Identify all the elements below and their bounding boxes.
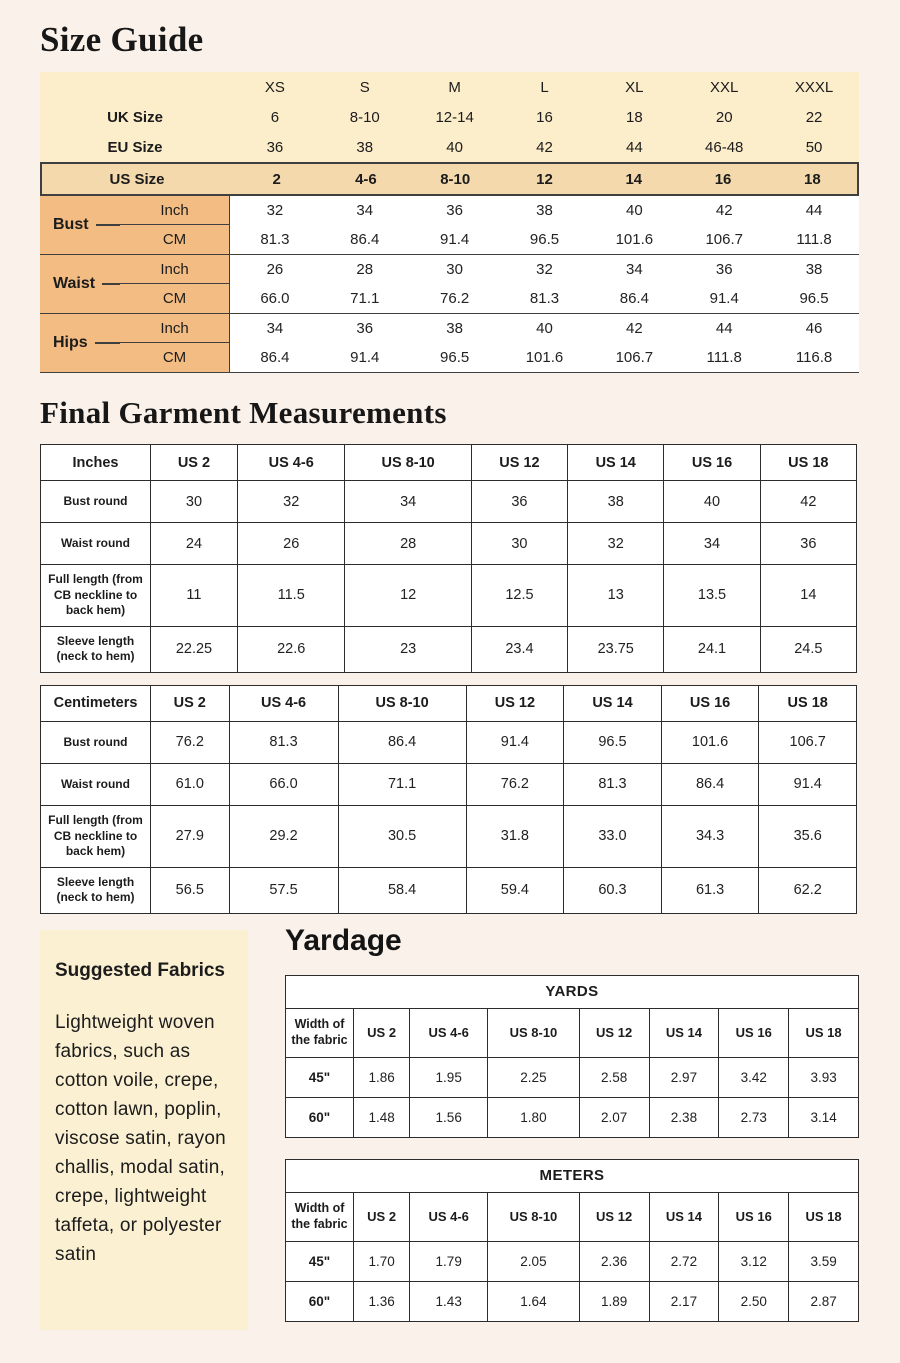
size-system-label: EU Size — [107, 138, 163, 156]
garment-header-row — [41, 685, 857, 721]
inch-value: 34 — [589, 255, 679, 284]
group-label-line — [102, 283, 120, 285]
size-value: 8-10 — [349, 108, 380, 126]
measurement-value: 81.3 — [229, 721, 338, 763]
yardage-value: 2.05 — [488, 1241, 580, 1281]
size-column-header: US 12 — [579, 1008, 649, 1057]
us-size-value: 16 — [714, 170, 732, 188]
garment-measurement-tables — [40, 444, 859, 914]
measurement-value: 56.5 — [151, 867, 230, 913]
size-value: 42 — [536, 138, 553, 156]
cm-value: 96.5 — [500, 225, 590, 254]
measurement-value: 96.5 — [564, 721, 662, 763]
measurement-value: 81.3 — [564, 763, 662, 805]
measurement-label: Sleeve length (neck to hem) — [41, 867, 151, 913]
inch-value: 26 — [230, 255, 320, 284]
measurement-value: 12 — [345, 565, 471, 627]
measurement-label: Waist round — [41, 763, 151, 805]
measurement-value: 34.3 — [661, 805, 759, 867]
size-value: 20 — [715, 108, 733, 126]
measurement-value: 36 — [760, 523, 856, 565]
cm-value: 81.3 — [500, 284, 590, 313]
measurement-value: 101.6 — [661, 721, 759, 763]
yardage-value: 2.97 — [649, 1057, 719, 1097]
measurement-value: 12.5 — [471, 565, 567, 627]
yardage-value: 2.58 — [579, 1057, 649, 1097]
measurement-value: 30 — [471, 523, 567, 565]
size-column-header: US 12 — [471, 445, 567, 481]
group-label-line — [95, 342, 120, 344]
cm-value: 116.8 — [769, 343, 859, 372]
inch-value: 38 — [769, 255, 859, 284]
measurement-label: Bust round — [41, 721, 151, 763]
yardage-value: 3.42 — [719, 1057, 789, 1097]
garment-row — [41, 565, 857, 627]
yardage-unit-header: YARDS — [286, 975, 859, 1008]
size-value: 50 — [805, 138, 823, 156]
garment-measurements-title: Final Garment Measurements — [40, 395, 447, 430]
cm-value: 91.4 — [320, 343, 410, 372]
yardage-header-row — [286, 1192, 859, 1241]
size-column-header: US 2 — [354, 1192, 410, 1241]
yardage-header-row — [286, 1008, 859, 1057]
size-column-header: US 16 — [719, 1008, 789, 1057]
measurement-value: 30.5 — [338, 805, 466, 867]
size-value: 46-48 — [705, 138, 744, 156]
yardage-unit-row — [286, 975, 859, 1008]
measurement-value: 60.3 — [564, 867, 662, 913]
measurement-value: 13 — [568, 565, 664, 627]
yardage-title: Yardage — [285, 923, 402, 957]
fabric-width-header: Width of the fabric — [286, 1192, 354, 1241]
measurement-value: 24.1 — [664, 626, 760, 672]
size-column-header: US 14 — [568, 445, 664, 481]
size-column-header: US 16 — [719, 1192, 789, 1241]
size-system-label: UK Size — [107, 108, 163, 126]
measurement-label: Full length (from CB neckline to back hem) — [41, 805, 151, 867]
group-label — [40, 314, 120, 372]
measurement-value: 11 — [151, 565, 238, 627]
fabric-width-label: 60" — [286, 1097, 354, 1137]
yardage-value: 3.93 — [789, 1057, 859, 1097]
inch-value: 36 — [679, 255, 769, 284]
size-letter-header: XL — [625, 78, 644, 96]
measurement-label: Full length (from CB neckline to back hem) — [41, 565, 151, 627]
size-guide-title: Size Guide — [40, 20, 204, 59]
size-column-header: US 8-10 — [345, 445, 471, 481]
us-size-value: 12 — [536, 170, 553, 188]
measurement-value: 22.25 — [151, 626, 238, 672]
garment-table-centimeters — [40, 685, 857, 914]
measurement-value: 28 — [345, 523, 471, 565]
size-column-header: US 4-6 — [410, 1192, 488, 1241]
garment-row — [41, 763, 857, 805]
measurement-value: 61.3 — [661, 867, 759, 913]
size-value: 12-14 — [435, 108, 474, 126]
inch-value: 34 — [320, 196, 410, 225]
yardage-value: 3.59 — [789, 1241, 859, 1281]
yardage-tables — [285, 975, 859, 1322]
measurement-value: 22.6 — [237, 626, 345, 672]
cm-value: 66.0 — [230, 284, 320, 313]
size-guide-header-rows — [40, 72, 859, 162]
us-size-value: 14 — [625, 170, 643, 188]
size-value: 6 — [270, 108, 280, 126]
suggested-fabrics-box — [40, 930, 248, 1330]
measurement-value: 38 — [568, 481, 664, 523]
size-column-header: US 18 — [789, 1008, 859, 1057]
yardage-table-yards — [285, 975, 859, 1138]
yardage-value: 2.36 — [579, 1241, 649, 1281]
measurement-value: 24 — [151, 523, 238, 565]
yardage-value: 1.95 — [410, 1057, 488, 1097]
cm-value: 76.2 — [410, 284, 500, 313]
inch-value: 38 — [410, 314, 500, 343]
yardage-unit-header: METERS — [286, 1159, 859, 1192]
measurement-value: 59.4 — [466, 867, 564, 913]
inch-value: 28 — [320, 255, 410, 284]
yardage-section — [285, 923, 859, 1343]
measurement-value: 36 — [471, 481, 567, 523]
yardage-value: 1.43 — [410, 1281, 488, 1321]
us-size-value: 18 — [804, 170, 821, 188]
inch-value: 40 — [500, 314, 590, 343]
yardage-row — [286, 1281, 859, 1321]
unit-label-cm: CM — [120, 284, 230, 313]
yardage-unit-row — [286, 1159, 859, 1192]
size-value: 36 — [266, 138, 284, 156]
cm-value: 111.8 — [679, 343, 769, 372]
size-column-header: US 8-10 — [338, 685, 466, 721]
measurement-value: 106.7 — [759, 721, 857, 763]
inch-value: 34 — [230, 314, 320, 343]
group-label — [40, 255, 120, 313]
inch-value: 32 — [230, 196, 320, 225]
garment-row — [41, 481, 857, 523]
inch-value: 42 — [679, 196, 769, 225]
garment-row — [41, 721, 857, 763]
measurement-value: 71.1 — [338, 763, 466, 805]
measurement-value: 76.2 — [151, 721, 230, 763]
measurement-value: 24.5 — [760, 626, 856, 672]
measurement-value: 13.5 — [664, 565, 760, 627]
size-letter-header: XS — [264, 78, 285, 96]
yardage-value: 2.73 — [719, 1097, 789, 1137]
measurement-value: 30 — [151, 481, 238, 523]
measurement-value: 33.0 — [564, 805, 662, 867]
size-column-header: US 4-6 — [410, 1008, 488, 1057]
yardage-value: 2.38 — [649, 1097, 719, 1137]
measurement-value: 27.9 — [151, 805, 230, 867]
size-column-header: US 2 — [151, 685, 230, 721]
measurement-value: 23.4 — [471, 626, 567, 672]
yardage-table-meters — [285, 1159, 859, 1322]
size-column-header: US 14 — [649, 1008, 719, 1057]
size-column-header: US 18 — [759, 685, 857, 721]
yardage-value: 1.64 — [488, 1281, 580, 1321]
cm-value: 106.7 — [589, 343, 679, 372]
measurement-value: 23 — [345, 626, 471, 672]
group-label-text: Hips — [53, 334, 88, 351]
cm-value: 86.4 — [230, 343, 320, 372]
measurement-label: Bust round — [41, 481, 151, 523]
cm-value: 91.4 — [410, 225, 500, 254]
measurement-value: 34 — [345, 481, 471, 523]
inch-value: 38 — [500, 196, 590, 225]
inch-value: 42 — [589, 314, 679, 343]
size-column-header: US 18 — [760, 445, 856, 481]
garment-row — [41, 867, 857, 913]
size-column-header: US 8-10 — [488, 1008, 580, 1057]
garment-row — [41, 523, 857, 565]
measurement-label: Waist round — [41, 523, 151, 565]
yardage-value: 1.89 — [579, 1281, 649, 1321]
size-column-header: US 18 — [789, 1192, 859, 1241]
size-column-header: US 14 — [564, 685, 662, 721]
measurement-value: 32 — [568, 523, 664, 565]
yardage-value: 2.17 — [649, 1281, 719, 1321]
fabric-width-label: 60" — [286, 1281, 354, 1321]
inch-value: 36 — [320, 314, 410, 343]
cm-value: 81.3 — [230, 225, 320, 254]
us-size-value: 4-6 — [355, 170, 377, 188]
yardage-value: 2.07 — [579, 1097, 649, 1137]
us-size-value: 2 — [272, 170, 281, 188]
measurement-value: 32 — [237, 481, 345, 523]
measurement-value: 11.5 — [237, 565, 345, 627]
us-size-value: 8-10 — [440, 170, 471, 188]
size-letter-header: L — [540, 78, 549, 96]
garment-header-row — [41, 445, 857, 481]
yardage-value: 3.14 — [789, 1097, 859, 1137]
size-letter-header: M — [448, 78, 461, 96]
yardage-row — [286, 1241, 859, 1281]
size-column-header: US 12 — [579, 1192, 649, 1241]
cm-value: 86.4 — [589, 284, 679, 313]
group-label — [40, 196, 120, 254]
fabric-width-label: 45" — [286, 1057, 354, 1097]
yardage-value: 3.12 — [719, 1241, 789, 1281]
suggested-fabrics-text: Lightweight woven fabrics, such as cotton voile, crepe, cotton lawn, poplin, viscose satin, rayon challis, modal satin, crepe, lightweight taffeta, or polyester satin — [55, 1011, 226, 1265]
measurement-value: 58.4 — [338, 867, 466, 913]
garment-row — [41, 626, 857, 672]
measurement-value: 26 — [237, 523, 345, 565]
measurement-value: 42 — [760, 481, 856, 523]
bottom-section — [40, 923, 859, 1343]
measurement-value: 14 — [760, 565, 856, 627]
yardage-value: 2.25 — [488, 1057, 580, 1097]
yardage-value: 2.87 — [789, 1281, 859, 1321]
measurement-value: 62.2 — [759, 867, 857, 913]
yardage-row — [286, 1057, 859, 1097]
measurement-value: 66.0 — [229, 763, 338, 805]
measurement-value: 61.0 — [151, 763, 230, 805]
size-value: 40 — [446, 138, 463, 156]
us-size-row — [40, 162, 859, 196]
size-value: 18 — [626, 108, 643, 126]
measurement-value: 91.4 — [759, 763, 857, 805]
yardage-value: 2.50 — [719, 1281, 789, 1321]
yardage-value: 1.48 — [354, 1097, 410, 1137]
size-column-header: US 14 — [649, 1192, 719, 1241]
yardage-value: 1.70 — [354, 1241, 410, 1281]
size-value: 16 — [536, 108, 553, 126]
suggested-fabrics-title: Suggested Fabrics — [55, 959, 225, 981]
measurement-value: 23.75 — [568, 626, 664, 672]
measurement-value: 91.4 — [466, 721, 564, 763]
cm-value: 101.6 — [500, 343, 590, 372]
measurement-group-bust — [40, 196, 859, 254]
inch-value: 32 — [500, 255, 590, 284]
size-value: 38 — [356, 138, 374, 156]
inch-value: 44 — [769, 196, 859, 225]
measurement-value: 86.4 — [661, 763, 759, 805]
garment-row — [41, 805, 857, 867]
unit-header: Inches — [41, 445, 151, 481]
size-conversion-table — [40, 72, 859, 373]
cm-value: 96.5 — [769, 284, 859, 313]
size-column-header: US 8-10 — [488, 1192, 580, 1241]
size-value: 44 — [626, 138, 643, 156]
cm-value: 111.8 — [769, 225, 859, 254]
inch-value: 36 — [410, 196, 500, 225]
inch-value: 44 — [679, 314, 769, 343]
size-column-header: US 4-6 — [229, 685, 338, 721]
yardage-value: 1.79 — [410, 1241, 488, 1281]
measurement-group-hips — [40, 313, 859, 373]
unit-label-inch: Inch — [120, 314, 230, 343]
unit-label-inch: Inch — [120, 196, 230, 225]
garment-table-inches — [40, 444, 857, 673]
cm-value: 96.5 — [410, 343, 500, 372]
us-size-label: US Size — [109, 170, 165, 188]
unit-label-cm: CM — [120, 225, 230, 254]
size-column-header: US 12 — [466, 685, 564, 721]
group-label-text: Waist — [53, 275, 96, 292]
yardage-value: 1.86 — [354, 1057, 410, 1097]
yardage-row — [286, 1097, 859, 1137]
size-column-header: US 16 — [661, 685, 759, 721]
size-letter-header: XXXL — [794, 78, 834, 96]
yardage-value: 1.56 — [410, 1097, 488, 1137]
size-value: 22 — [805, 108, 823, 126]
size-column-header: US 2 — [151, 445, 238, 481]
measurement-group-waist — [40, 254, 859, 313]
cm-value: 86.4 — [320, 225, 410, 254]
inch-value: 30 — [410, 255, 500, 284]
cm-value: 91.4 — [679, 284, 769, 313]
measurement-value: 34 — [664, 523, 760, 565]
size-letter-header: S — [359, 78, 370, 96]
size-column-header: US 2 — [354, 1008, 410, 1057]
measurement-value: 76.2 — [466, 763, 564, 805]
group-label-text: Bust — [53, 216, 89, 233]
size-letter-header: XXL — [710, 78, 739, 96]
measurement-label: Sleeve length (neck to hem) — [41, 626, 151, 672]
measurement-value: 57.5 — [229, 867, 338, 913]
measurement-value: 40 — [664, 481, 760, 523]
size-column-header: US 4-6 — [237, 445, 345, 481]
fabric-width-header: Width of the fabric — [286, 1008, 354, 1057]
measurement-value: 86.4 — [338, 721, 466, 763]
cm-value: 101.6 — [589, 225, 679, 254]
size-letters-row-spacer — [40, 72, 230, 102]
measurement-value: 35.6 — [759, 805, 857, 867]
measurement-value: 29.2 — [229, 805, 338, 867]
fabric-width-label: 45" — [286, 1241, 354, 1281]
unit-header: Centimeters — [41, 685, 151, 721]
unit-label-inch: Inch — [120, 255, 230, 284]
yardage-value: 1.80 — [488, 1097, 580, 1137]
cm-value: 106.7 — [679, 225, 769, 254]
cm-value: 71.1 — [320, 284, 410, 313]
yardage-value: 1.36 — [354, 1281, 410, 1321]
yardage-value: 2.72 — [649, 1241, 719, 1281]
inch-value: 40 — [589, 196, 679, 225]
group-label-line — [96, 224, 120, 226]
inch-value: 46 — [769, 314, 859, 343]
measurement-value: 31.8 — [466, 805, 564, 867]
size-column-header: US 16 — [664, 445, 760, 481]
unit-label-cm: CM — [120, 343, 230, 372]
